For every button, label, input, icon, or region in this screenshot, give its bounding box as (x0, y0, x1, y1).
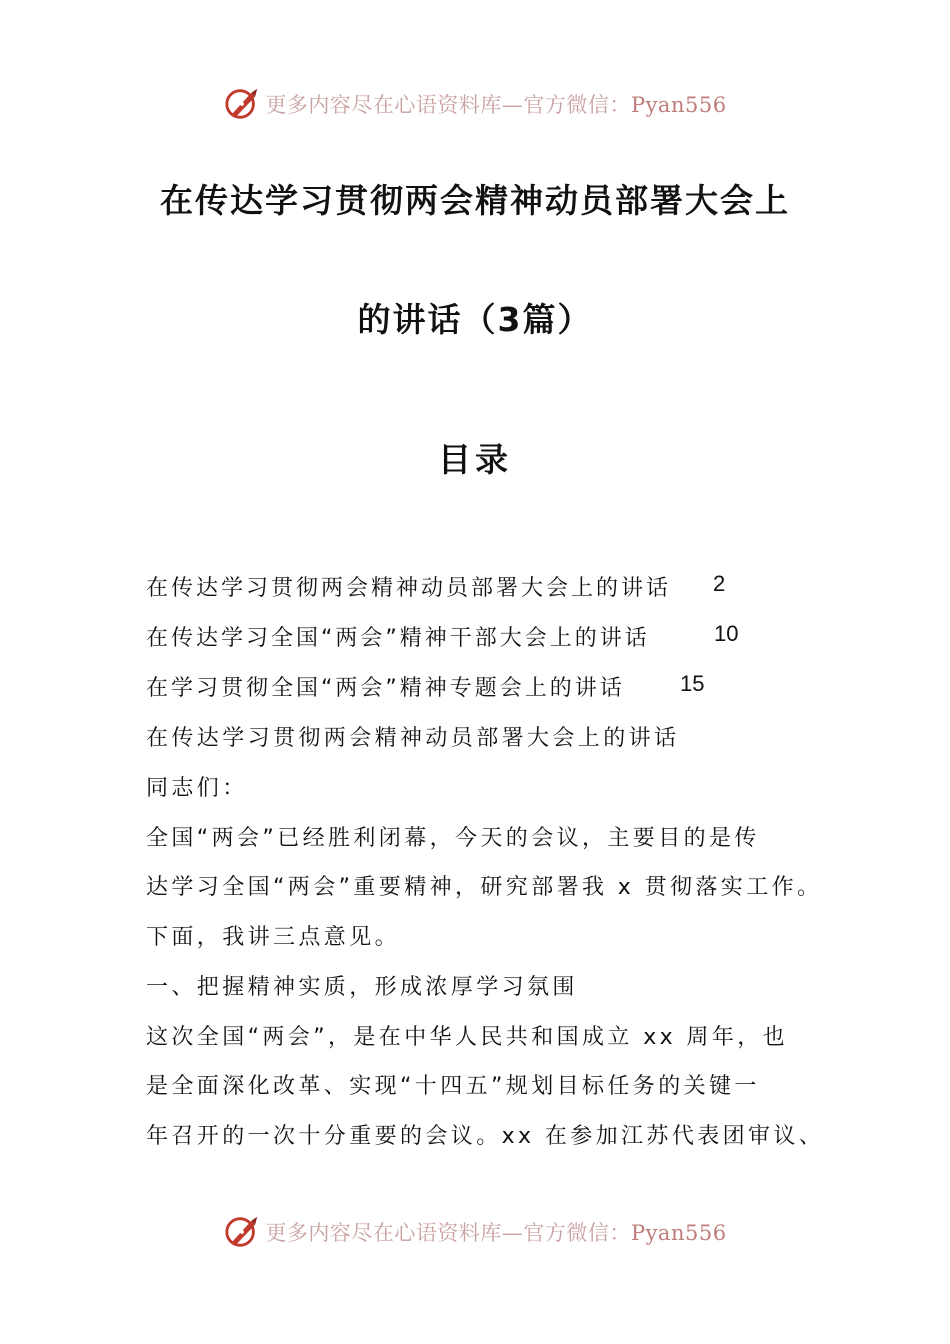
document-title-line-1: 在传达学习贯彻两会精神动员部署大会上 (160, 181, 790, 220)
toc-entry[interactable] (146, 671, 705, 707)
toc-entry[interactable] (146, 621, 739, 657)
body-line: 年召开的一次十分重要的会议。xx 在参加江苏代表团审议、 (146, 1124, 825, 1149)
body-line: 这次全国“两会”，是在中华人民共和国成立 xx 周年，也 (146, 1025, 789, 1050)
body-line: 同志们： (146, 776, 248, 801)
body-line: 下面，我讲三点意见。 (146, 925, 401, 950)
body-line: 达学习全国“两会”重要精神，研究部署我 x 贯彻落实工作。 (146, 875, 823, 900)
watermark-wechat-id: Pyan556 (630, 1221, 727, 1245)
watermark-text (265, 1217, 726, 1247)
watermark-footer (0, 1208, 950, 1256)
pen-nib-circle-icon (223, 1213, 261, 1251)
watermark-brand: 更多内容尽在心语资料库—官方微信： (265, 93, 631, 117)
watermark-brand: 更多内容尽在心语资料库—官方微信： (265, 1221, 631, 1245)
toc-entry-page: 15 (680, 671, 705, 696)
watermark-header (0, 80, 950, 128)
watermark-wechat-id: Pyan556 (630, 93, 727, 117)
pen-nib-circle-icon (223, 85, 261, 123)
body-line: 全国“两会”已经胜利闭幕，今天的会议，主要目的是传 (146, 826, 760, 851)
watermark-text (265, 89, 726, 119)
toc-entry-title: 在学习贯彻全国“两会”精神专题会上的讲话 (146, 676, 625, 701)
toc-entry-title: 在传达学习贯彻两会精神动员部署大会上的讲话 (146, 576, 672, 601)
body-line: 在传达学习贯彻两会精神动员部署大会上的讲话 (146, 726, 680, 751)
body-line: 是全面深化改革、实现“十四五”规划目标任务的关键一 (146, 1074, 760, 1099)
toc-entry[interactable] (146, 571, 726, 607)
toc-entry-title: 在传达学习全国“两会”精神干部大会上的讲话 (146, 626, 650, 651)
section-heading: 一、把握精神实质，形成浓厚学习氛围 (146, 975, 578, 1000)
toc-heading: 目录 (438, 440, 512, 479)
toc-entry-page: 10 (714, 621, 739, 646)
toc-entry-page: 2 (713, 571, 726, 596)
document-title-line-2: 的讲话（3篇） (357, 300, 593, 339)
